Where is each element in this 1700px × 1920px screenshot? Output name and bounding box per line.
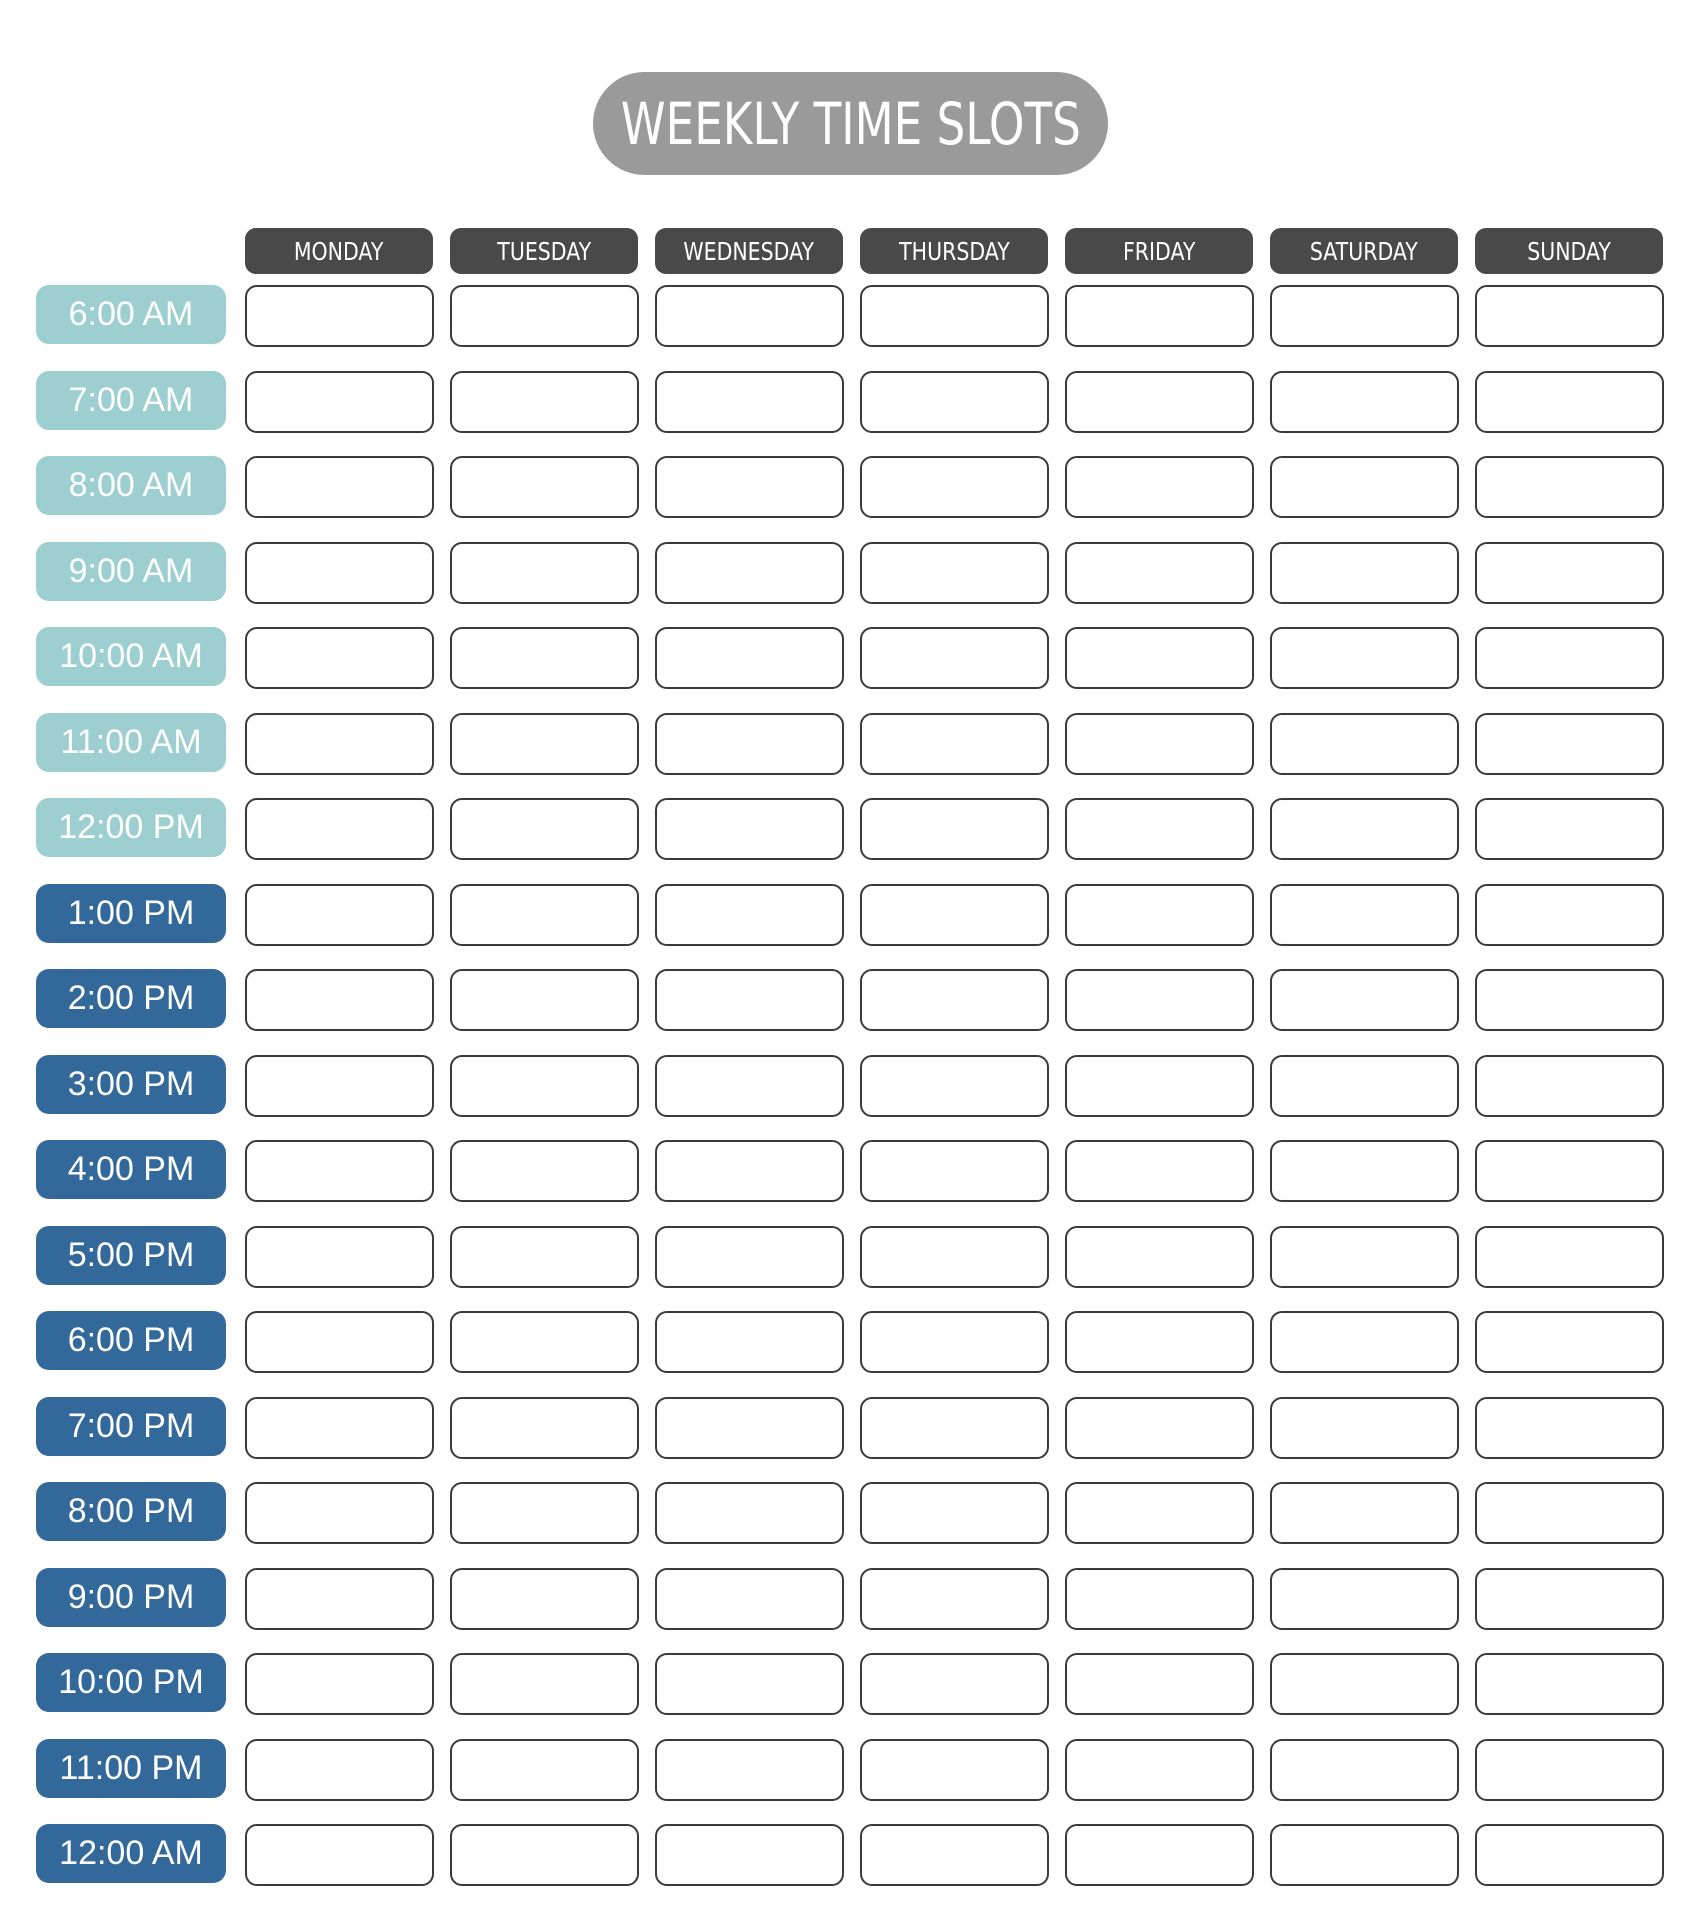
time-slot-saturday[interactable] [1270,1311,1459,1373]
time-slot-thursday[interactable] [860,1311,1049,1373]
time-slot-friday[interactable] [1065,542,1254,604]
time-label: 6:00 AM [36,285,226,344]
time-slot-wednesday[interactable] [655,884,844,946]
time-slot-friday[interactable] [1065,1140,1254,1202]
time-label: 3:00 PM [36,1055,226,1114]
time-slot-friday[interactable] [1065,1311,1254,1373]
time-slot-sunday[interactable] [1475,1824,1664,1886]
page-title-text: WEEKLY TIME SLOTS [620,89,1081,158]
time-slot-thursday[interactable] [860,1055,1049,1117]
time-label: 11:00 AM [36,713,226,772]
time-slot-saturday[interactable] [1270,1482,1459,1544]
time-slot-thursday[interactable] [860,285,1049,347]
time-slot-monday[interactable] [245,1397,434,1459]
time-label: 9:00 PM [36,1568,226,1627]
day-header-label: THURSDAY [898,236,1010,266]
time-slot-thursday[interactable] [860,542,1049,604]
time-slot-friday[interactable] [1065,969,1254,1031]
day-header-label: TUESDAY [497,236,591,266]
time-slot-thursday[interactable] [860,884,1049,946]
day-header-wednesday [655,228,843,274]
time-slot-monday[interactable] [245,1568,434,1630]
time-slot-saturday[interactable] [1270,456,1459,518]
day-header-monday [245,228,433,274]
time-label: 8:00 AM [36,456,226,515]
time-slot-friday[interactable] [1065,1739,1254,1801]
time-slot-sunday[interactable] [1475,1568,1664,1630]
time-slot-wednesday[interactable] [655,1397,844,1459]
time-slot-wednesday[interactable] [655,798,844,860]
time-slot-friday[interactable] [1065,1824,1254,1886]
time-label: 7:00 AM [36,371,226,430]
time-slot-sunday[interactable] [1475,456,1664,518]
time-slot-monday[interactable] [245,627,434,689]
time-slot-sunday[interactable] [1475,1397,1664,1459]
time-label: 10:00 AM [36,627,226,686]
time-slot-monday[interactable] [245,1311,434,1373]
time-slot-monday[interactable] [245,456,434,518]
time-slot-wednesday[interactable] [655,456,844,518]
time-slot-thursday[interactable] [860,456,1049,518]
time-slot-thursday[interactable] [860,1140,1049,1202]
time-slot-thursday[interactable] [860,1397,1049,1459]
time-slot-sunday[interactable] [1475,798,1664,860]
time-slot-wednesday[interactable] [655,285,844,347]
time-slot-saturday[interactable] [1270,1397,1459,1459]
time-slot-thursday[interactable] [860,1568,1049,1630]
day-header-label: SATURDAY [1310,236,1418,266]
time-slot-tuesday[interactable] [450,1055,639,1117]
time-slot-monday[interactable] [245,713,434,775]
time-label: 2:00 PM [36,969,226,1028]
time-slot-friday[interactable] [1065,1226,1254,1288]
time-label: 10:00 PM [36,1653,226,1712]
time-slot-sunday[interactable] [1475,627,1664,689]
time-slot-tuesday[interactable] [450,1653,639,1715]
time-slot-wednesday[interactable] [655,1482,844,1544]
time-label: 1:00 PM [36,884,226,943]
time-slot-friday[interactable] [1065,627,1254,689]
time-slot-sunday[interactable] [1475,285,1664,347]
time-slot-wednesday[interactable] [655,1311,844,1373]
page-title [593,72,1108,175]
time-slot-monday[interactable] [245,798,434,860]
time-slot-monday[interactable] [245,1824,434,1886]
time-slot-wednesday[interactable] [655,627,844,689]
time-slot-tuesday[interactable] [450,1311,639,1373]
time-slot-sunday[interactable] [1475,542,1664,604]
time-slot-saturday[interactable] [1270,1739,1459,1801]
time-slot-thursday[interactable] [860,1824,1049,1886]
time-slot-monday[interactable] [245,1055,434,1117]
time-slot-tuesday[interactable] [450,627,639,689]
time-slot-thursday[interactable] [860,1653,1049,1715]
time-slot-saturday[interactable] [1270,1568,1459,1630]
time-slot-saturday[interactable] [1270,285,1459,347]
time-slot-tuesday[interactable] [450,1824,639,1886]
time-slot-monday[interactable] [245,1140,434,1202]
time-slot-saturday[interactable] [1270,1824,1459,1886]
time-slot-thursday[interactable] [860,1226,1049,1288]
day-header-label: WEDNESDAY [683,236,815,266]
time-slot-thursday[interactable] [860,627,1049,689]
time-label: 12:00 PM [36,798,226,857]
day-header-thursday [860,228,1048,274]
time-slot-friday[interactable] [1065,371,1254,433]
time-slot-friday[interactable] [1065,1568,1254,1630]
time-slot-tuesday[interactable] [450,371,639,433]
time-slot-friday[interactable] [1065,285,1254,347]
time-slot-tuesday[interactable] [450,884,639,946]
time-slot-tuesday[interactable] [450,1140,639,1202]
day-header-label: SUNDAY [1527,236,1611,266]
time-slot-saturday[interactable] [1270,798,1459,860]
time-slot-sunday[interactable] [1475,1226,1664,1288]
time-slot-wednesday[interactable] [655,1653,844,1715]
time-slot-thursday[interactable] [860,969,1049,1031]
time-slot-saturday[interactable] [1270,1653,1459,1715]
time-slot-wednesday[interactable] [655,969,844,1031]
time-slot-thursday[interactable] [860,1739,1049,1801]
time-slot-thursday[interactable] [860,713,1049,775]
time-slot-sunday[interactable] [1475,1311,1664,1373]
time-slot-saturday[interactable] [1270,1226,1459,1288]
time-slot-friday[interactable] [1065,884,1254,946]
time-slot-friday[interactable] [1065,1653,1254,1715]
time-label: 7:00 PM [36,1397,226,1456]
time-slot-sunday[interactable] [1475,884,1664,946]
time-slot-tuesday[interactable] [450,1482,639,1544]
time-slot-monday[interactable] [245,285,434,347]
time-slot-tuesday[interactable] [450,542,639,604]
time-slot-tuesday[interactable] [450,1739,639,1801]
time-slot-saturday[interactable] [1270,371,1459,433]
time-slot-sunday[interactable] [1475,969,1664,1031]
day-header-friday [1065,228,1253,274]
day-header-saturday [1270,228,1458,274]
time-slot-saturday[interactable] [1270,713,1459,775]
time-label: 4:00 PM [36,1140,226,1199]
time-slot-friday[interactable] [1065,713,1254,775]
time-slot-wednesday[interactable] [655,542,844,604]
time-slot-wednesday[interactable] [655,1055,844,1117]
time-slot-tuesday[interactable] [450,798,639,860]
time-slot-saturday[interactable] [1270,884,1459,946]
time-slot-monday[interactable] [245,1739,434,1801]
time-label: 9:00 AM [36,542,226,601]
time-slot-wednesday[interactable] [655,1824,844,1886]
time-slot-monday[interactable] [245,1482,434,1544]
time-slot-thursday[interactable] [860,1482,1049,1544]
time-slot-monday[interactable] [245,371,434,433]
time-slot-friday[interactable] [1065,456,1254,518]
time-slot-tuesday[interactable] [450,285,639,347]
time-slot-wednesday[interactable] [655,1739,844,1801]
time-label: 6:00 PM [36,1311,226,1370]
time-slot-monday[interactable] [245,542,434,604]
time-slot-tuesday[interactable] [450,1397,639,1459]
time-slot-sunday[interactable] [1475,1055,1664,1117]
time-slot-thursday[interactable] [860,798,1049,860]
time-slot-saturday[interactable] [1270,542,1459,604]
time-label: 5:00 PM [36,1226,226,1285]
time-slot-sunday[interactable] [1475,371,1664,433]
time-slot-sunday[interactable] [1475,1739,1664,1801]
time-slot-tuesday[interactable] [450,1226,639,1288]
time-slot-sunday[interactable] [1475,713,1664,775]
time-slot-monday[interactable] [245,1226,434,1288]
time-slot-sunday[interactable] [1475,1482,1664,1544]
time-slot-saturday[interactable] [1270,1140,1459,1202]
time-slot-saturday[interactable] [1270,627,1459,689]
time-slot-friday[interactable] [1065,1482,1254,1544]
time-slot-tuesday[interactable] [450,1568,639,1630]
time-slot-sunday[interactable] [1475,1140,1664,1202]
time-slot-monday[interactable] [245,884,434,946]
time-slot-tuesday[interactable] [450,713,639,775]
time-slot-saturday[interactable] [1270,1055,1459,1117]
time-slot-friday[interactable] [1065,1397,1254,1459]
time-slot-monday[interactable] [245,1653,434,1715]
day-header-tuesday [450,228,638,274]
time-slot-wednesday[interactable] [655,1568,844,1630]
day-header-label: MONDAY [294,236,384,266]
time-slot-saturday[interactable] [1270,969,1459,1031]
time-slot-tuesday[interactable] [450,969,639,1031]
time-slot-tuesday[interactable] [450,456,639,518]
time-slot-monday[interactable] [245,969,434,1031]
time-label: 8:00 PM [36,1482,226,1541]
day-header-label: FRIDAY [1122,236,1196,266]
time-slot-wednesday[interactable] [655,371,844,433]
time-slot-friday[interactable] [1065,1055,1254,1117]
time-label: 12:00 AM [36,1824,226,1883]
time-slot-thursday[interactable] [860,371,1049,433]
day-header-sunday [1475,228,1663,274]
time-slot-sunday[interactable] [1475,1653,1664,1715]
time-slot-wednesday[interactable] [655,1226,844,1288]
time-slot-friday[interactable] [1065,798,1254,860]
time-label: 11:00 PM [36,1739,226,1798]
time-slot-wednesday[interactable] [655,713,844,775]
time-slot-wednesday[interactable] [655,1140,844,1202]
